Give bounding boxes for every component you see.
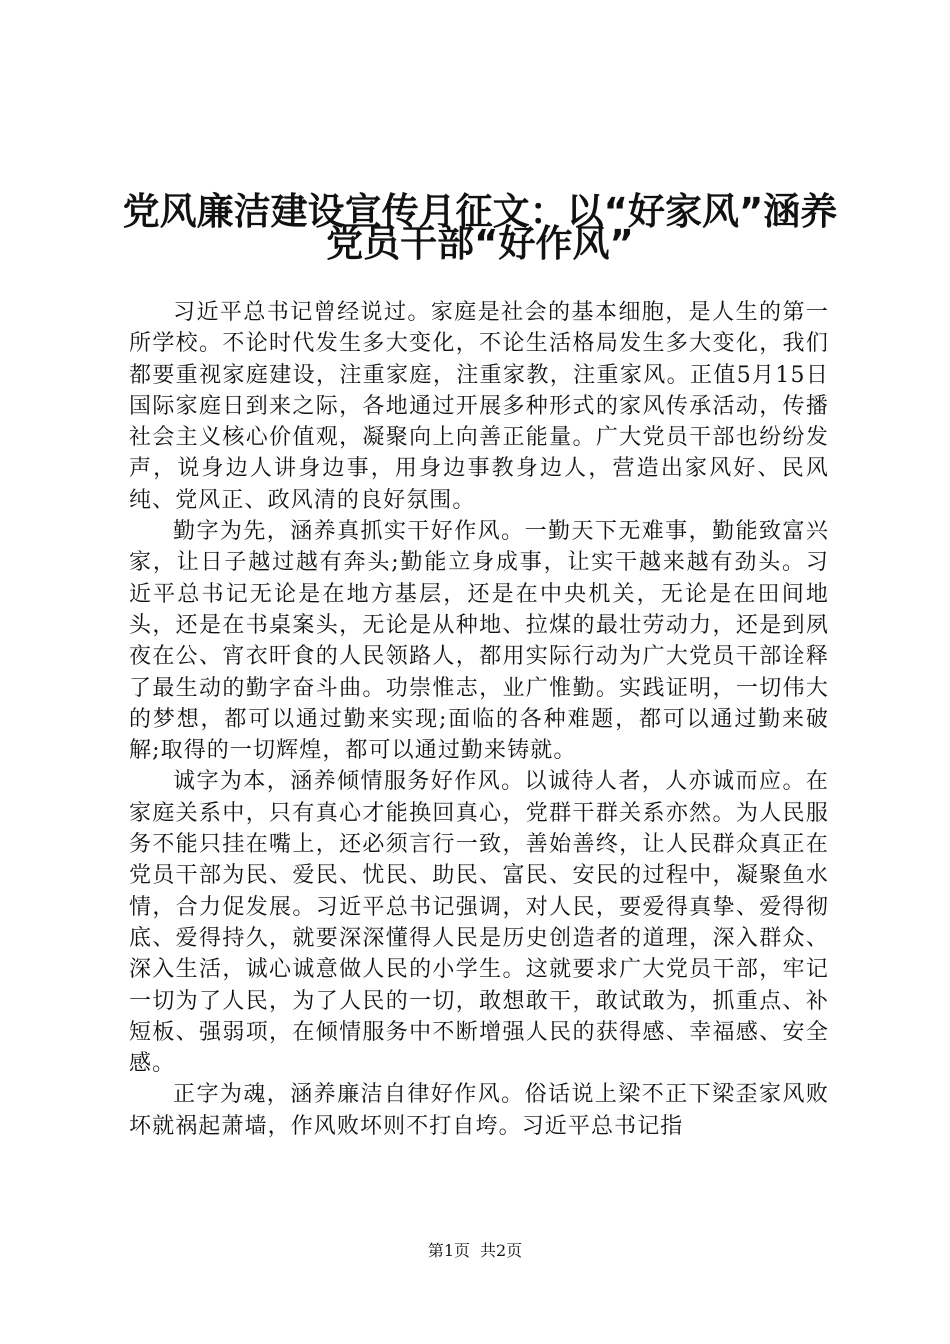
page-number-total: 共2页: [480, 1241, 523, 1260]
document-title-line-2: 党员干部“好作风”: [326, 222, 634, 265]
paragraph-diligence: 勤字为先，涵养真抓实干好作风。一勤天下无难事，勤能致富兴家，让日子越过越有奔头;勤能立身成事，让实干越来越有劲头。习近平总书记无论是在地方基层，还是在中央机关，无论是在田间地头，还是在书桌案头，无论是从种地、拉煤的最壮劳动力，还是到夙夜在公、宵衣旰食的人民领路人，都用实际行动为广大党员干部诠释了最生动的勤字奋斗曲。功崇惟志，业广惟勤。实践证明，一切伟大的梦想，都可以通过勤来实现;面临的各种难题，都可以通过勤来破解;取得的一切辉煌，都可以通过勤来铸就。: [129, 519, 829, 764]
page-footer: [0, 1241, 950, 1261]
paragraph-integrity: 正字为魂，涵养廉洁自律好作风。俗话说上梁不正下梁歪家风败坏就祸起萧墙，作风败坏则不打自垮。习近平总书记指: [129, 1082, 829, 1139]
paragraph-intro: 习近平总书记曾经说过。家庭是社会的基本细胞，是人生的第一所学校。不论时代发生多大变化，不论生活格局发生多大变化，我们都要重视家庭建设，注重家庭，注重家教，注重家风。正值5月15日国际家庭日到来之际，各地通过开展多种形式的家风传承活动，传播社会主义核心价值观，凝聚向上向善正能量。广大党员干部也纷纷发声，说身边人讲身边事，用身边事教身边人，营造出家风好、民风纯、党风正、政风清的良好氛围。: [129, 300, 829, 513]
document-title-line-1: 党风廉洁建设宣传月征文：以“好家风”涵养: [122, 190, 838, 233]
document-body: [129, 297, 829, 1142]
paragraph-sincerity: 诚字为本，涵养倾情服务好作风。以诚待人者，人亦诚而应。在家庭关系中，只有真心才能换回真心，党群干群关系亦然。为人民服务不能只挂在嘴上，还必须言行一致，善始善终，让人民群众真正在党员干部为民、爱民、忧民、助民、富民、安民的过程中，凝聚鱼水情，合力促发展。习近平总书记强调，对人民，要爱得真挚、爱得彻底、爱得持久，就要深深懂得人民是历史创造者的道理，深入群众、深入生活，诚心诚意做人民的小学生。这就要求广大党员干部，牢记一切为了人民，为了人民的一切，敢想敢干，敢试敢为，抓重点、补短板、强弱项，在倾情服务中不断增强人民的获得感、幸福感、安全感。: [129, 769, 829, 1077]
page-number-current: 第1页: [427, 1241, 470, 1260]
